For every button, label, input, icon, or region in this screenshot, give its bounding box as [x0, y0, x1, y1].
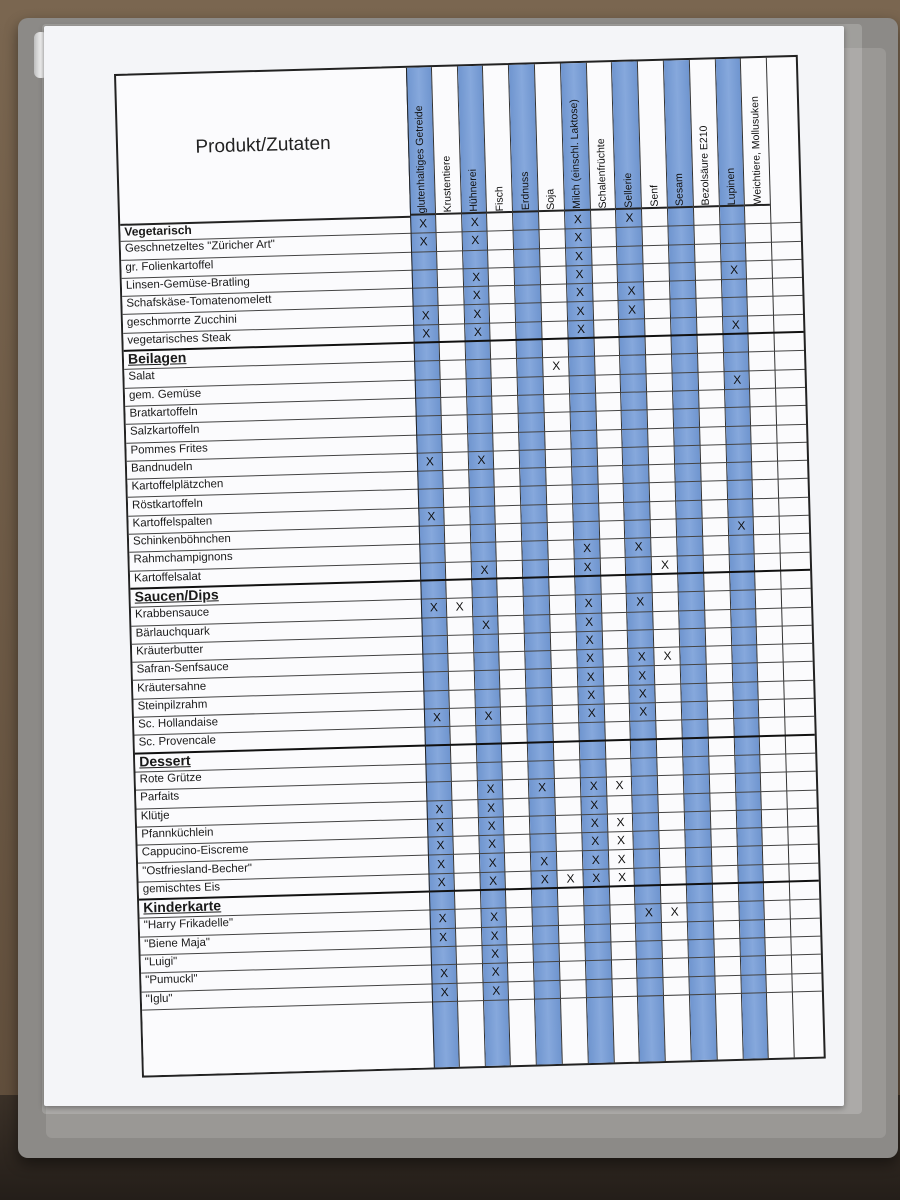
column-header: [458, 66, 487, 215]
allergen-mark: X: [591, 833, 600, 849]
allergen-mark: X: [419, 234, 428, 249]
dish-name: "Biene Maja": [144, 936, 211, 951]
column-header-label: Fisch: [493, 186, 506, 212]
column-header: [432, 66, 461, 215]
dish-name: "Iglu": [145, 992, 173, 1006]
section-heading: Kinderkarte: [143, 897, 222, 916]
allergen-mark: X: [616, 814, 625, 830]
allergen-mark: X: [737, 518, 746, 533]
allergen-mark: X: [440, 984, 449, 999]
dish-name: "Luigi": [144, 955, 178, 969]
column-header: [612, 61, 641, 210]
allergen-mark: X: [436, 838, 445, 853]
dish-name: Bratkartoffeln: [129, 405, 198, 420]
allergen-mark: X: [729, 262, 739, 277]
allergen-mark: X: [552, 359, 561, 374]
dish-name: Geschnetzeltes "Züricher Art": [124, 238, 276, 256]
allergen-mark: X: [422, 326, 431, 341]
allergen-mark: X: [574, 248, 584, 263]
column-header: [509, 64, 538, 213]
column-header: [690, 59, 719, 208]
allergen-mark: X: [472, 269, 481, 284]
column-header-label: Weichtiere, Mollusuken: [748, 95, 764, 205]
allergen-mark: X: [627, 302, 637, 317]
allergen-mark: X: [435, 801, 444, 816]
allergen-mark: X: [617, 851, 626, 866]
allergen-mark: X: [731, 317, 740, 332]
section-heading: Beilagen: [127, 349, 187, 367]
dish-name: Sc. Hollandaise: [138, 716, 219, 731]
allergen-sheet: [44, 26, 844, 1106]
allergen-mark: X: [438, 929, 448, 944]
allergen-mark: X: [585, 632, 594, 647]
allergen-mark: X: [425, 454, 435, 469]
allergen-mark: X: [473, 324, 483, 339]
column-header-label: Sellerie: [621, 172, 635, 208]
allergen-mark: X: [427, 508, 436, 524]
allergen-mark: X: [590, 797, 599, 812]
dish-name: gemischtes Eis: [142, 881, 221, 896]
dish-name: gem. Gemüse: [128, 387, 202, 402]
column-header: [664, 60, 693, 209]
allergen-mark: X: [636, 594, 645, 609]
dish-name: geschmorrte Zucchini: [126, 313, 237, 329]
dish-name: "Ostfriesland-Becher": [142, 861, 253, 878]
dish-name: Cappucino-Eiscreme: [141, 843, 249, 859]
allergen-mark: X: [573, 211, 583, 227]
dish-name: Krabbensauce: [134, 606, 210, 621]
allergen-mark: X: [481, 617, 491, 632]
column-header-label: Erdnuss: [518, 171, 532, 211]
dish-name: Steinpilzrahm: [137, 698, 208, 713]
allergen-mark: X: [480, 562, 489, 577]
dish-name: Rahmchampignons: [133, 551, 233, 567]
allergen-mark: X: [582, 541, 592, 556]
allergen-mark: X: [435, 819, 445, 835]
dish-name: "Pumuckl": [145, 973, 198, 987]
allergen-mark: X: [487, 818, 496, 833]
allergen-mark: X: [436, 856, 446, 871]
dish-name: Bärlauchquark: [135, 625, 210, 640]
allergen-mark: X: [432, 710, 442, 725]
allergen-mark: X: [576, 303, 585, 318]
allergen-mark: X: [584, 614, 594, 629]
allergen-mark: X: [670, 904, 679, 920]
column-header-label: glutenhaltiges Getreide: [413, 105, 429, 214]
allergen-mark: X: [583, 559, 592, 574]
allergen-mark: X: [484, 708, 493, 723]
section-heading: Saucen/Dips: [134, 586, 219, 605]
column-header: [586, 62, 615, 211]
allergen-mark: X: [615, 778, 624, 793]
dish-name: Salat: [128, 370, 155, 384]
allergen-mark: X: [487, 836, 497, 852]
column-header-label: Milch (einschl. Laktose): [568, 99, 584, 210]
allergen-mark: X: [576, 321, 586, 336]
allergen-mark: X: [492, 983, 501, 998]
dish-name: Kräutersahne: [136, 680, 207, 695]
allergen-mark: X: [663, 648, 672, 664]
column-header-label: Krustentiere: [440, 155, 455, 213]
allergen-mark: X: [586, 669, 595, 684]
column-header-label: Sesam: [673, 173, 687, 207]
allergen-mark: X: [591, 852, 601, 867]
allergen-mark: X: [488, 873, 498, 888]
column-header: [741, 58, 770, 207]
column-header: [535, 64, 564, 213]
column-header-label: Hühnerei: [466, 169, 480, 213]
allergen-mark: X: [733, 372, 742, 387]
allergen-table: [114, 55, 826, 1078]
allergen-mark: X: [473, 306, 482, 321]
dish-name: Kartoffelplätzchen: [131, 478, 224, 493]
allergen-mark: X: [566, 871, 575, 886]
dish-name: gr. Folienkartoffel: [125, 258, 214, 274]
dish-name: Salzkartoffeln: [129, 424, 200, 438]
dish-name: Pfannküchlein: [141, 826, 214, 841]
allergen-mark: X: [486, 781, 495, 797]
allergen-mark: X: [584, 596, 593, 611]
allergen-mark: X: [540, 871, 549, 887]
allergen-mark: X: [429, 600, 439, 615]
allergen-mark: X: [634, 539, 643, 555]
allergen-mark: X: [575, 266, 584, 282]
section-heading: Vegetarisch: [124, 222, 192, 239]
allergen-mark: X: [638, 667, 647, 683]
column-header-label: Bezolsäure E210: [697, 125, 713, 206]
allergen-mark: X: [418, 216, 428, 231]
allergen-mark: X: [639, 704, 648, 719]
dish-name: Klütje: [140, 809, 170, 823]
allergen-mark: X: [486, 800, 496, 815]
allergen-mark: X: [587, 687, 596, 702]
allergen-mark: X: [644, 905, 654, 920]
column-header-label: Lupinen: [724, 167, 738, 205]
allergen-mark: X: [625, 210, 634, 225]
allergen-mark: X: [537, 780, 547, 795]
allergen-mark: X: [421, 307, 430, 322]
allergen-mark: X: [574, 230, 583, 245]
allergen-mark: X: [638, 686, 647, 701]
dish-name: Schafskäse-Tomatenomelett: [126, 293, 272, 310]
dish-name: Sc. Provencale: [138, 734, 217, 749]
allergen-mark: X: [575, 285, 585, 300]
dish-name: Schinkenböhnchen: [132, 533, 232, 548]
allergen-mark: X: [455, 599, 464, 614]
dish-name: Parfaits: [140, 790, 180, 804]
allergen-mark: X: [592, 870, 601, 885]
allergen-mark: X: [617, 869, 627, 885]
allergen-mark: X: [590, 815, 599, 830]
allergen-mark: X: [477, 452, 486, 467]
allergen-mark: X: [637, 649, 646, 664]
allergen-mark: X: [490, 928, 499, 943]
allergen-mark: X: [489, 909, 499, 925]
allergen-mark: X: [587, 705, 596, 721]
dish-name: Kartoffelsalat: [133, 570, 202, 585]
allergen-mark: X: [585, 651, 595, 666]
column-header: [483, 65, 512, 214]
dish-name: vegetarisches Steak: [127, 331, 232, 347]
dish-name: Kräuterbutter: [135, 643, 204, 658]
dish-name: Kartoffelspalten: [132, 515, 213, 530]
column-header: [715, 59, 744, 208]
table-header-title: Produkt/Zutaten: [116, 68, 411, 226]
allergen-mark: X: [471, 233, 480, 248]
column-header-label: Senf: [647, 185, 661, 208]
allergen-mark: X: [437, 874, 446, 890]
allergen-mark: X: [491, 946, 500, 961]
allergen-mark: X: [472, 288, 482, 303]
allergen-mark: X: [627, 283, 636, 298]
column-header-label: Schalenfrüchte: [594, 138, 609, 209]
allergen-mark: X: [491, 964, 500, 980]
dish-name: Linsen-Gemüse-Bratling: [125, 276, 251, 292]
allergen-mark: X: [589, 779, 598, 794]
allergen-mark: X: [540, 853, 549, 868]
allergen-mark: X: [438, 911, 447, 926]
dish-name: Safran-Senfsauce: [136, 661, 229, 676]
dish-name: Pommes Frites: [130, 442, 208, 457]
column-header-label: Soja: [544, 188, 558, 211]
allergen-mark: X: [470, 214, 479, 230]
allergen-mark: X: [439, 966, 449, 981]
allergen-mark: X: [660, 557, 670, 572]
dish-name: Röstkartoffeln: [131, 497, 203, 512]
column-header: [561, 63, 590, 212]
section-heading: Dessert: [138, 751, 191, 770]
column-header: [638, 61, 667, 210]
dish-name: "Harry Frikadelle": [143, 917, 234, 932]
dish-name: Rote Grütze: [139, 771, 202, 786]
allergen-mark: X: [616, 833, 626, 848]
dish-name: Bandnudeln: [130, 460, 193, 475]
allergen-mark: X: [488, 855, 497, 870]
